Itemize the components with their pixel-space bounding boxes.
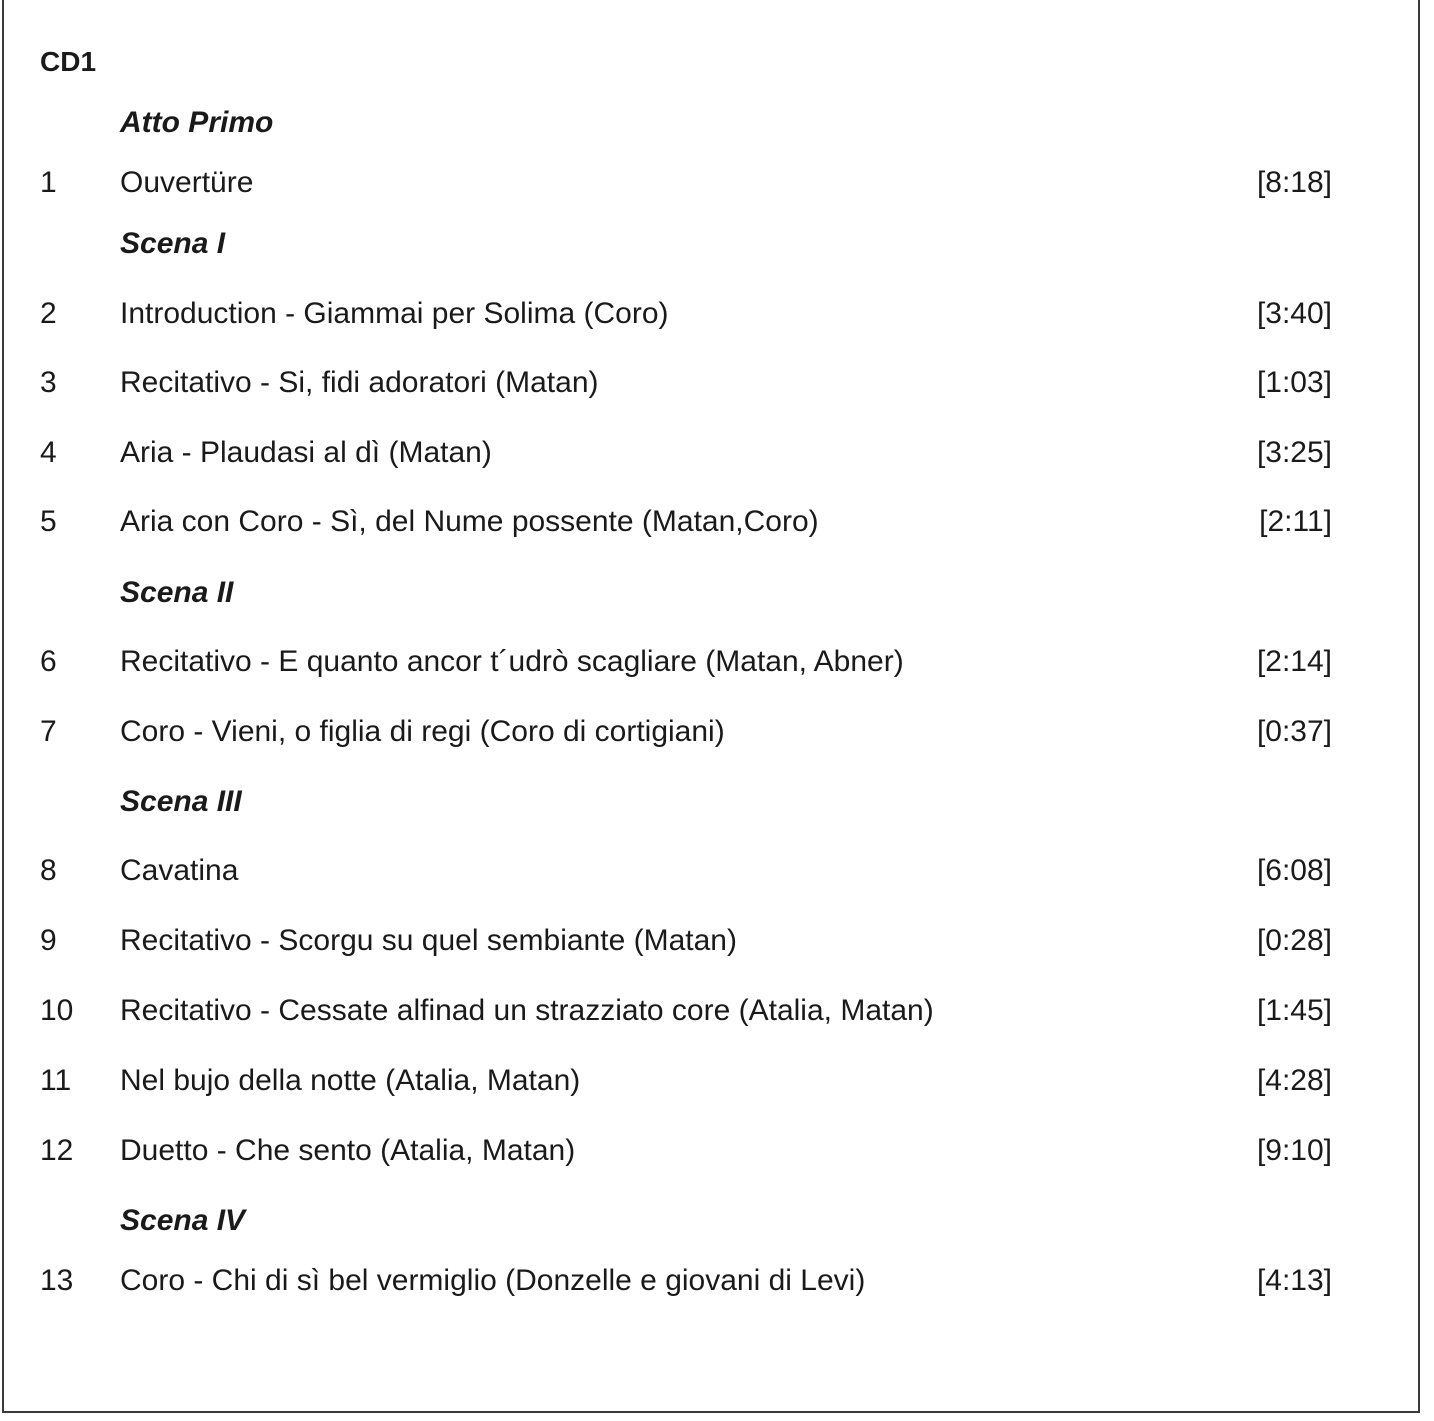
track-row	[0, 851, 1434, 891]
track-number: 13	[40, 1264, 74, 1297]
track-title: Coro - Vieni, o figlia di regi (Coro di cortigiani)	[120, 715, 725, 748]
scene-heading: Scena IV	[120, 1204, 246, 1237]
track-row	[0, 921, 1434, 961]
track-duration: [0:37]	[1256, 715, 1332, 748]
scene-heading: Scena I	[120, 227, 226, 260]
track-duration: [4:13]	[1256, 1264, 1332, 1297]
track-duration: [8:18]	[1256, 166, 1332, 199]
track-number: 10	[40, 994, 74, 1027]
track-number: 6	[40, 645, 57, 678]
track-row	[0, 642, 1434, 682]
track-title: Recitativo - Si, fidi adoratori (Matan)	[120, 366, 599, 399]
track-duration: [4:28]	[1256, 1064, 1332, 1097]
track-number: 12	[40, 1134, 74, 1167]
track-title: Recitativo - Scorgu su quel sembiante (Matan)	[120, 924, 737, 957]
track-title: Recitativo - Cessate alfinad un strazziato core (Atalia, Matan)	[120, 994, 934, 1027]
track-number: 7	[40, 715, 57, 748]
track-duration: [2:11]	[1259, 505, 1332, 538]
track-duration: [2:14]	[1256, 645, 1332, 678]
track-title: Nel bujo della notte (Atalia, Matan)	[120, 1064, 581, 1097]
track-title: Aria - Plaudasi al dì (Matan)	[120, 436, 492, 469]
track-title: Recitativo - E quanto ancor t´udrò scagliare (Matan, Abner)	[120, 645, 904, 678]
track-row	[0, 363, 1434, 403]
track-number: 1	[40, 166, 57, 199]
track-number: 5	[40, 505, 57, 538]
track-row	[0, 294, 1434, 334]
track-title: Introduction - Giammai per Solima (Coro)	[120, 297, 669, 330]
track-number: 11	[40, 1064, 72, 1097]
scene-heading: Scena II	[120, 576, 234, 609]
track-row	[0, 1131, 1434, 1171]
track-duration: [1:03]	[1256, 366, 1332, 399]
track-title: Aria con Coro - Sì, del Nume possente (Matan,Coro)	[120, 505, 819, 538]
track-duration: [0:28]	[1256, 924, 1332, 957]
track-row	[0, 433, 1434, 473]
scene-heading: Scena III	[120, 785, 242, 818]
track-duration: [9:10]	[1256, 1134, 1332, 1167]
track-number: 4	[40, 436, 57, 469]
track-duration: [3:25]	[1256, 436, 1332, 469]
track-row	[0, 1061, 1434, 1101]
track-title: Duetto - Che sento (Atalia, Matan)	[120, 1134, 576, 1167]
track-number: 9	[40, 924, 57, 957]
track-title: Coro - Chi di sì bel vermiglio (Donzelle e giovani di Levi)	[120, 1264, 866, 1297]
track-number: 8	[40, 854, 57, 887]
track-row	[0, 502, 1434, 542]
track-row	[0, 712, 1434, 752]
track-duration: [6:08]	[1256, 854, 1332, 887]
act-heading: Atto Primo	[120, 106, 274, 139]
track-row	[0, 163, 1434, 203]
track-row	[0, 1261, 1434, 1301]
cd-label: CD1	[40, 46, 97, 77]
track-number: 2	[40, 297, 57, 330]
track-row	[0, 991, 1434, 1031]
track-title: Ouvertüre	[120, 166, 254, 199]
track-title: Cavatina	[120, 854, 239, 887]
track-duration: [3:40]	[1256, 297, 1332, 330]
track-number: 3	[40, 366, 57, 399]
track-duration: [1:45]	[1256, 994, 1332, 1027]
